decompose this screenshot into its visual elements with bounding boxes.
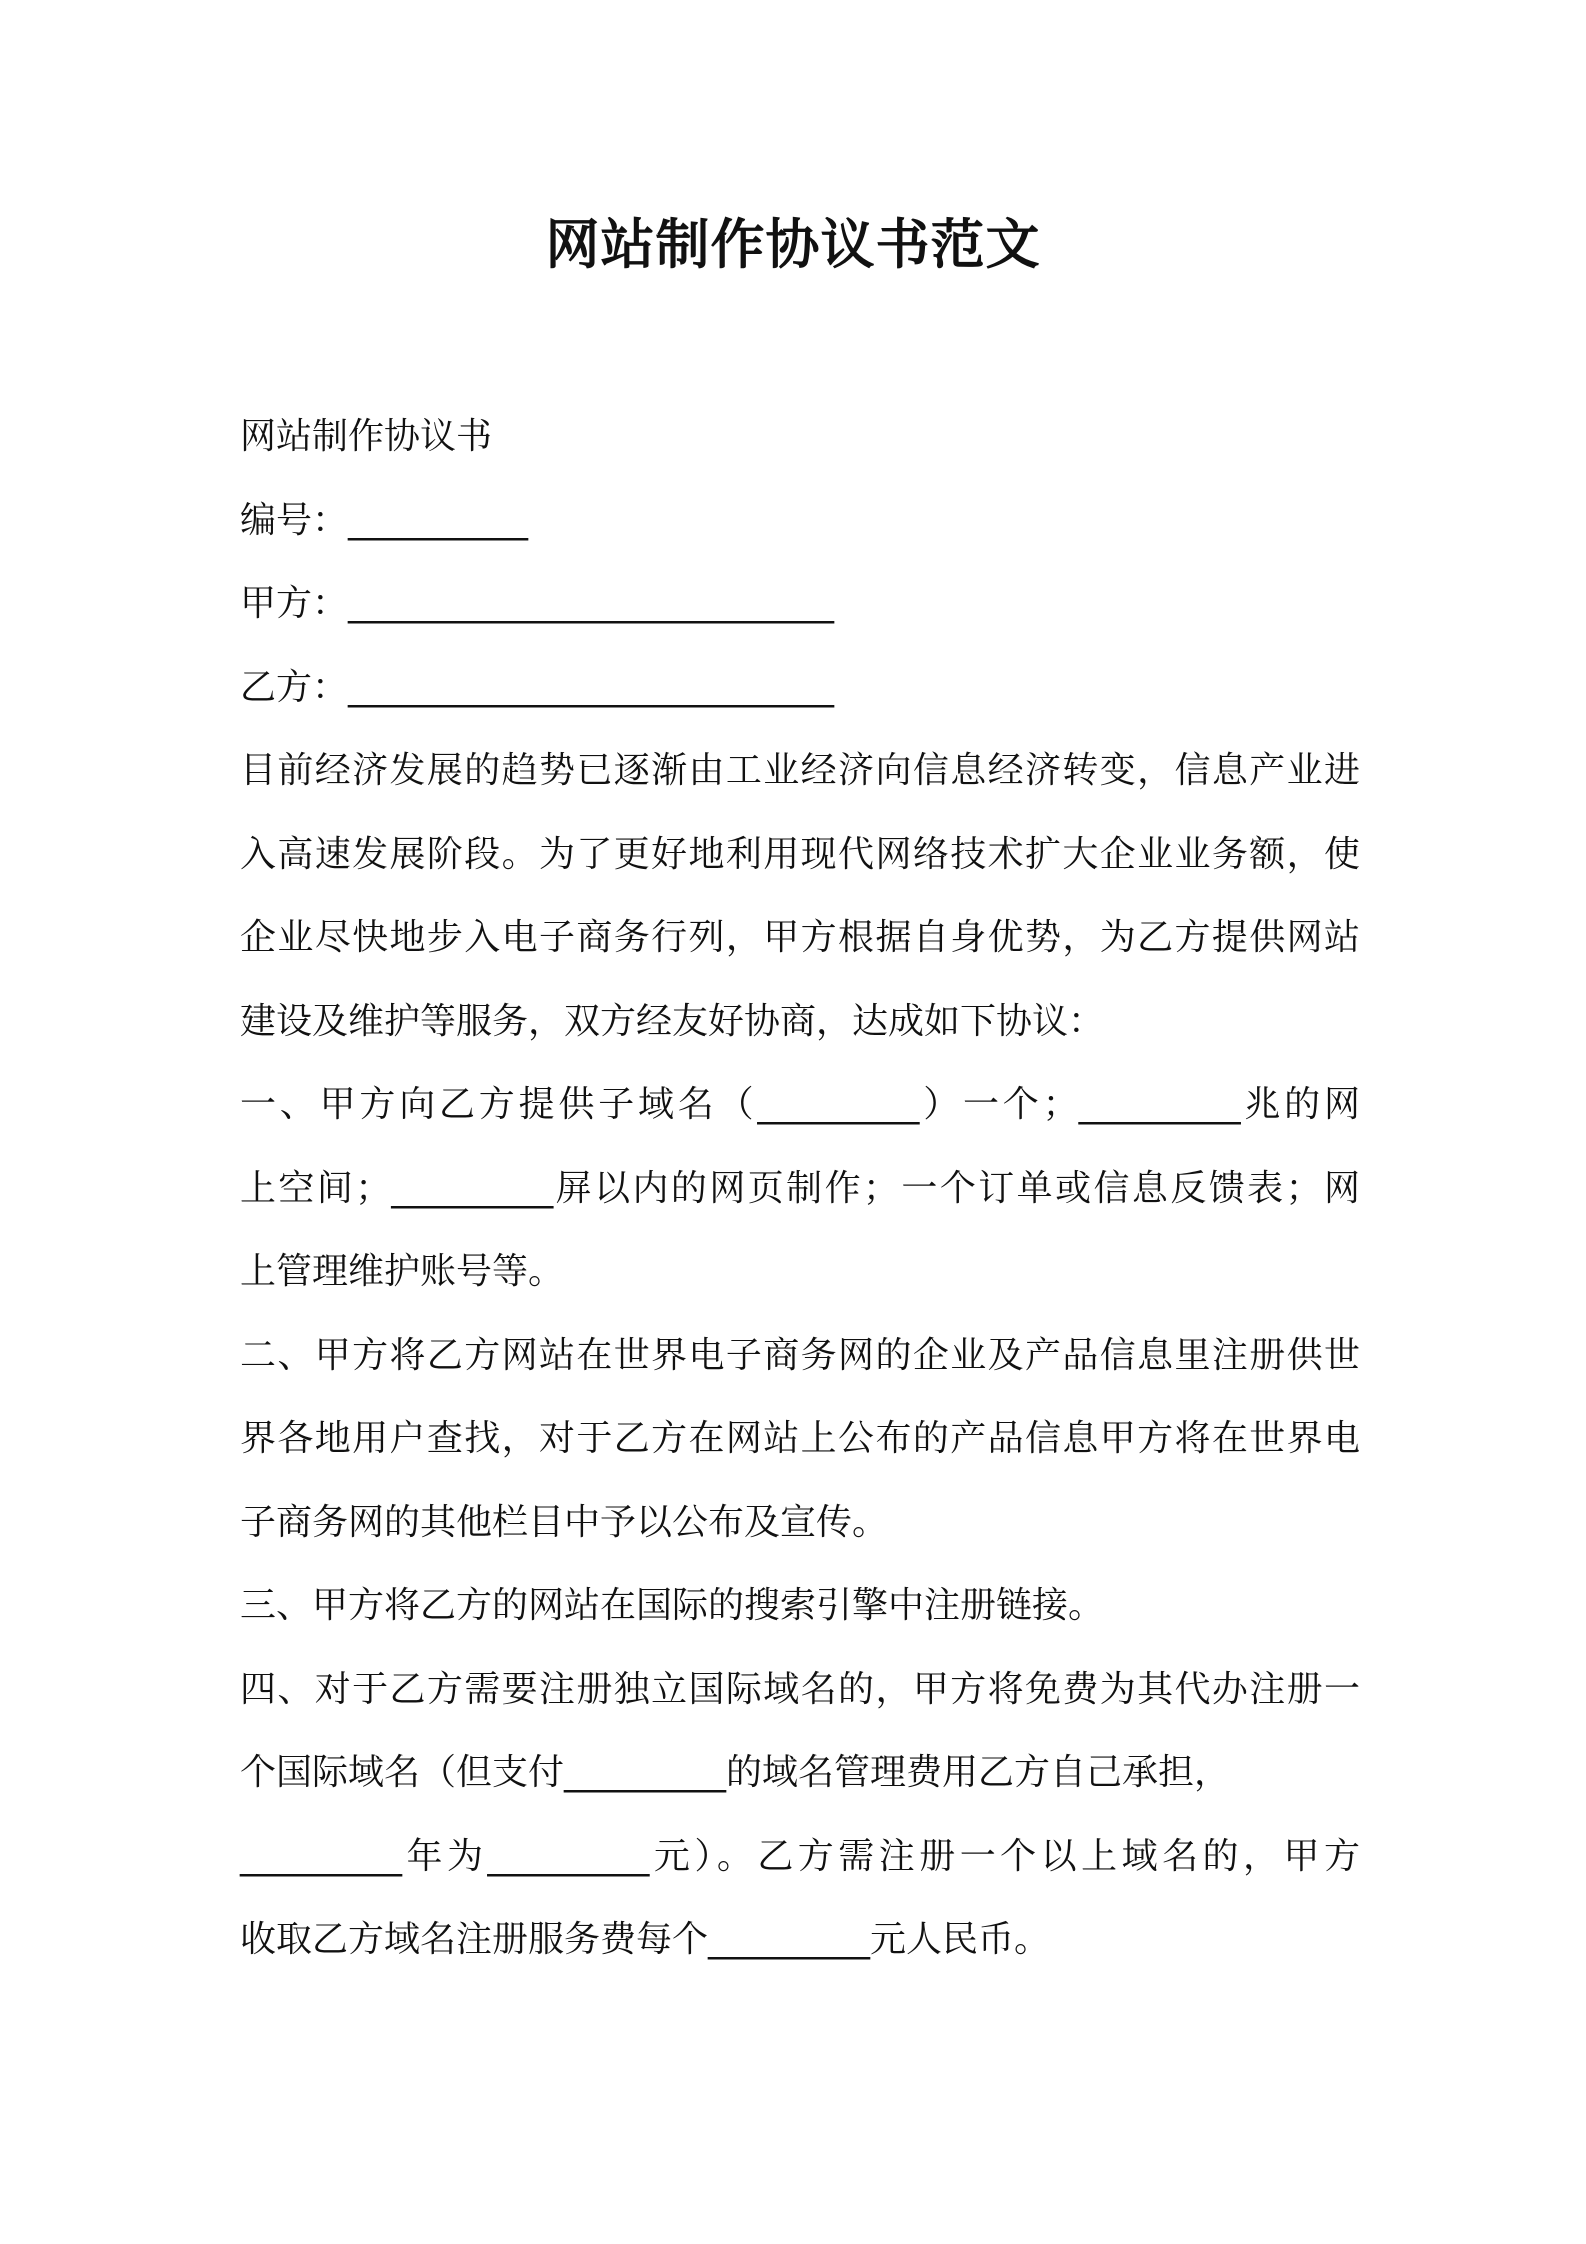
clause-4-line-2: 个国际域名（但支付_________的域名管理费用乙方自己承担， — [240, 1752, 1231, 1793]
clause-1-line-1: 一、甲方向乙方提供子域名（_________）一个；_________兆的网 — [240, 1084, 1360, 1125]
clause-4-line-3: _________年为_________元）。乙方需注册一个以上域名的，甲方 — [240, 1835, 1360, 1877]
clause-2-line-3: 子商务网的其他栏目中予以公布及宣传。 — [240, 1501, 889, 1543]
preamble-line-1: 目前经济发展的趋势已逐渐由工业经济向信息经济转变，信息产业进 — [240, 750, 1360, 791]
preamble-line-4: 建设及维护等服务，双方经友好协商，达成如下协议： — [240, 1000, 1105, 1042]
clause-4-line-1: 四、对于乙方需要注册独立国际域名的，甲方将免费为其代办注册一 — [240, 1668, 1360, 1710]
document-body — [240, 395, 1360, 1982]
clause-1-line-2: 上空间；_________屏以内的网页制作；一个订单或信息反馈表；网 — [240, 1167, 1360, 1209]
clause-3-line-1: 三、甲方将乙方的网站在国际的搜索引擎中注册链接。 — [240, 1585, 1105, 1626]
clause-2-line-1: 二、甲方将乙方网站在世界电子商务网的企业及产品信息里注册供世 — [240, 1334, 1360, 1376]
preamble-line-3: 企业尽快地步入电子商务行列，甲方根据自身优势，为乙方提供网站 — [240, 917, 1360, 958]
clause-4-line-4: 收取乙方域名注册服务费每个_________元人民币。 — [240, 1919, 1051, 1960]
agreement-number-field: 编号：__________ — [240, 499, 529, 541]
preamble-line-2: 入高速发展阶段。为了更好地利用现代网络技术扩大企业业务额，使 — [240, 833, 1360, 875]
document-title: 网站制作协议书范文 — [545, 213, 1041, 276]
clause-1-line-3: 上管理维护账号等。 — [240, 1251, 565, 1292]
party-b-field: 乙方：___________________________ — [240, 666, 835, 708]
clause-2-line-2: 界各地用户查找，对于乙方在网站上公布的产品信息甲方将在世界电 — [240, 1418, 1360, 1459]
agreement-heading: 网站制作协议书 — [240, 416, 493, 457]
party-a-field: 甲方：___________________________ — [240, 583, 835, 624]
